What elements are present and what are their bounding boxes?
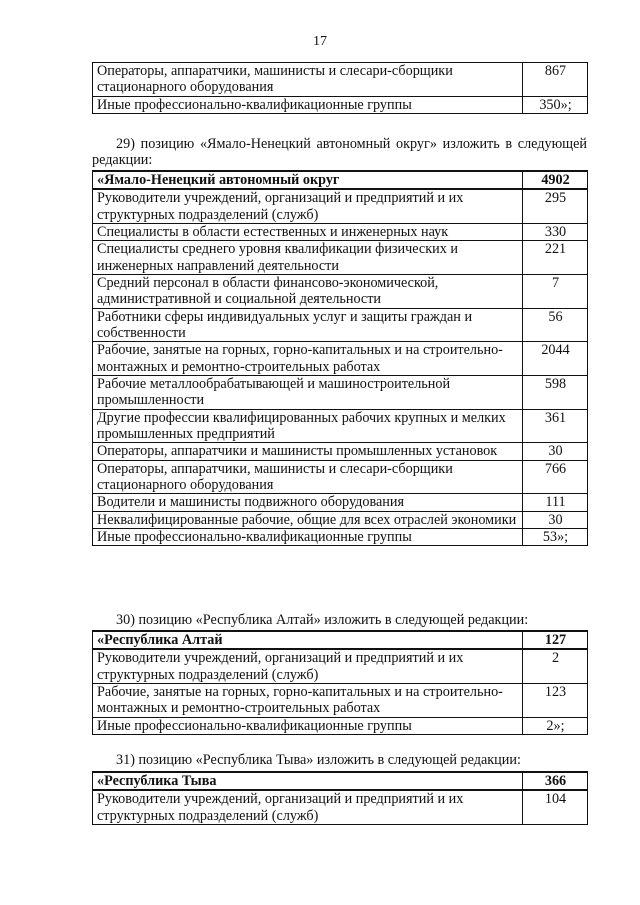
row-value: 123 xyxy=(523,683,588,717)
row-label: Операторы, аппаратчики и машинисты промышленных установок xyxy=(93,443,523,460)
row-label: Руководители учреждений, организаций и предприятий и их структурных подразделений (служб) xyxy=(93,649,523,683)
row-value: 295 xyxy=(523,189,588,223)
row-value: 53»; xyxy=(523,528,588,545)
table-row xyxy=(93,683,588,717)
table-row xyxy=(93,511,588,528)
table-row xyxy=(93,528,588,545)
row-value: 766 xyxy=(523,460,588,494)
table-row xyxy=(93,790,588,824)
section-30-text: 30) позицию «Республика Алтай» изложить в следующей редакции: xyxy=(116,612,529,628)
table-header-row xyxy=(93,772,588,790)
row-value: 2044 xyxy=(523,342,588,376)
row-label: Специалисты среднего уровня квалификации физических и инженерных направлений деятельности xyxy=(93,241,523,275)
table-row xyxy=(93,460,588,494)
row-value: 330 xyxy=(523,223,588,240)
row-label: Иные профессионально-квалификационные группы xyxy=(93,96,523,113)
row-label: Другие профессии квалифицированных рабочих крупных и мелких промышленных предприятий xyxy=(93,409,523,443)
table-altai xyxy=(92,630,588,735)
row-label: Руководители учреждений, организаций и предприятий и их структурных подразделений (служб) xyxy=(93,790,523,824)
table-row xyxy=(93,409,588,443)
row-label: Рабочие металлообрабатывающей и машиностроительной промышленности xyxy=(93,375,523,409)
section-31-text: 31) позицию «Республика Тыва» изложить в следующей редакции: xyxy=(116,752,521,768)
table-yamalo-nenets xyxy=(92,170,588,546)
row-value: 867 xyxy=(523,63,588,97)
row-label: Неквалифицированные рабочие, общие для всех отраслей экономики xyxy=(93,511,523,528)
table-header-row xyxy=(93,631,588,649)
table-row xyxy=(93,717,588,734)
table-body xyxy=(93,63,588,114)
row-label: Средний персонал в области финансово-экономической, административной и социальной деятельности xyxy=(93,274,523,308)
row-value: 30 xyxy=(523,443,588,460)
table-header-row xyxy=(93,171,588,189)
table-body xyxy=(93,790,588,824)
region-total: 4902 xyxy=(523,171,588,189)
section-29-text: 29) позицию «Ямало-Ненецкий автономный округ» изложить в следующей редакции: xyxy=(92,136,587,169)
row-value: 104 xyxy=(523,790,588,824)
row-value: 361 xyxy=(523,409,588,443)
row-label: Иные профессионально-квалификационные группы xyxy=(93,717,523,734)
table-row xyxy=(93,308,588,342)
row-label: Специалисты в области естественных и инженерных наук xyxy=(93,223,523,240)
row-value: 30 xyxy=(523,511,588,528)
row-value: 111 xyxy=(523,494,588,511)
table-row xyxy=(93,274,588,308)
region-name: «Республика Тыва xyxy=(93,772,523,790)
table-row xyxy=(93,443,588,460)
table-row xyxy=(93,342,588,376)
table-row xyxy=(93,649,588,683)
region-name: «Республика Алтай xyxy=(93,631,523,649)
table-row xyxy=(93,96,588,113)
region-name: «Ямало-Ненецкий автономный округ xyxy=(93,171,523,189)
row-label: Рабочие, занятые на горных, горно-капитальных и на строительно-монтажных и ремонтно-строительных работах xyxy=(93,683,523,717)
region-total: 127 xyxy=(523,631,588,649)
table-row xyxy=(93,189,588,223)
table-row xyxy=(93,223,588,240)
row-value: 2 xyxy=(523,649,588,683)
table-tyva xyxy=(92,771,588,825)
row-label: Операторы, аппаратчики, машинисты и слесари-сборщики стационарного оборудования xyxy=(93,63,523,97)
row-label: Водители и машинисты подвижного оборудования xyxy=(93,494,523,511)
row-value: 221 xyxy=(523,241,588,275)
row-label: Иные профессионально-квалификационные группы xyxy=(93,528,523,545)
row-label: Руководители учреждений, организаций и предприятий и их структурных подразделений (служб) xyxy=(93,189,523,223)
row-value: 56 xyxy=(523,308,588,342)
row-value: 7 xyxy=(523,274,588,308)
table-row xyxy=(93,63,588,97)
table-body xyxy=(93,649,588,734)
row-value: 2»; xyxy=(523,717,588,734)
region-total: 366 xyxy=(523,772,588,790)
table-continuation xyxy=(92,62,588,114)
table-row xyxy=(93,375,588,409)
row-label: Работники сферы индивидуальных услуг и защиты граждан и собственности xyxy=(93,308,523,342)
row-label: Рабочие, занятые на горных, горно-капитальных и на строительно-монтажных и ремонтно-строительных работах xyxy=(93,342,523,376)
row-value: 350»; xyxy=(523,96,588,113)
table-row xyxy=(93,494,588,511)
table-body xyxy=(93,189,588,545)
table-row xyxy=(93,241,588,275)
row-value: 598 xyxy=(523,375,588,409)
row-label: Операторы, аппаратчики, машинисты и слесари-сборщики стационарного оборудования xyxy=(93,460,523,494)
page-number: 17 xyxy=(313,34,327,49)
